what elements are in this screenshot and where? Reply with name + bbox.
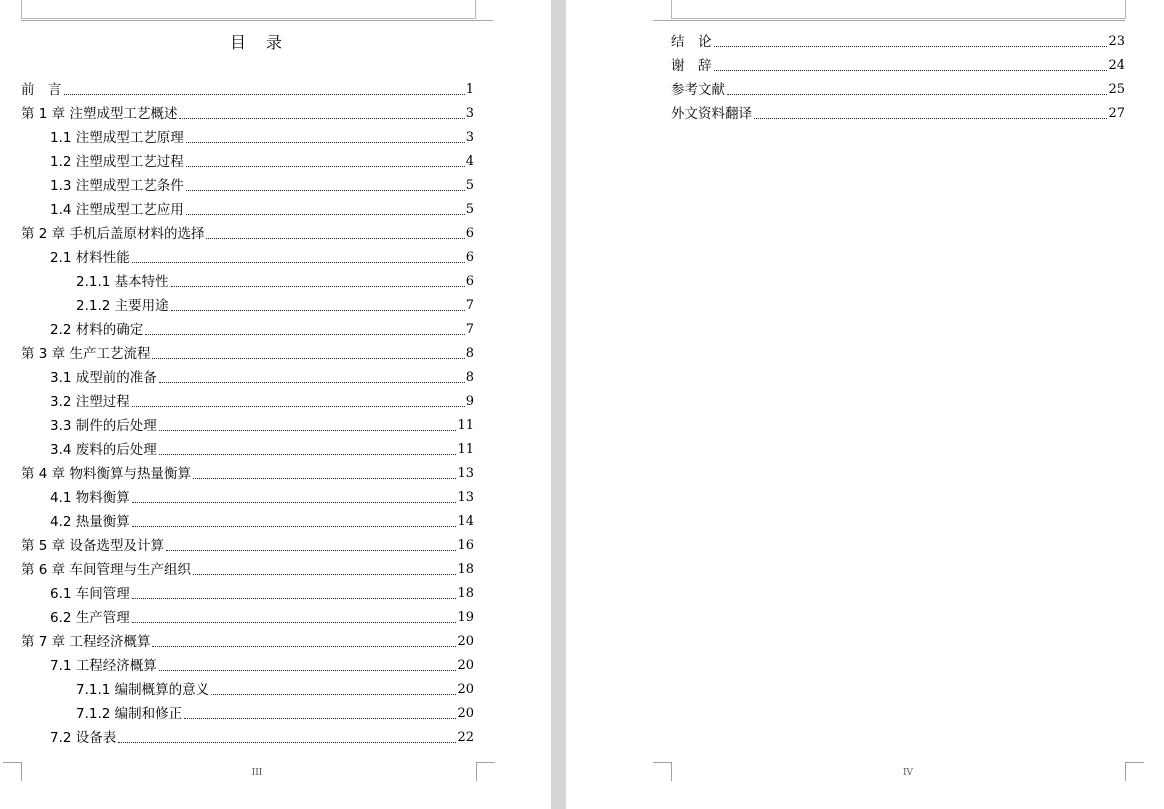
toc-leader-dots [186,141,465,143]
toc-leader-dots [166,549,456,551]
toc-entry[interactable] [21,536,474,556]
toc-entry-page-number: 20 [457,658,474,673]
toc-entry[interactable] [50,392,474,412]
footer-corner-mark [476,762,495,781]
toc-entry[interactable] [21,464,474,484]
toc-entry-label: 1.4 注塑成型工艺应用 [50,202,184,218]
footer-corner-mark [3,762,22,781]
toc-entry[interactable] [671,56,1125,76]
toc-entry-page-number: 18 [457,562,474,577]
toc-entry-label: 第 1 章 注塑成型工艺概述 [21,106,178,122]
toc-title-char: 目 [229,33,248,52]
toc-leader-dots [132,597,457,599]
toc-leader-dots [171,309,465,311]
toc-entry-label: 1.1 注塑成型工艺原理 [50,130,184,146]
toc-leader-dots [132,501,457,503]
toc-leader-dots [714,45,1108,47]
toc-entry-label: 第 4 章 物料衡算与热量衡算 [21,466,191,482]
page-number: IV [902,768,914,778]
toc-entry-label: 外文资料翻译 [671,106,752,122]
toc-entry-label: 2.1.1 基本特性 [76,274,169,290]
toc-entry-label: 第 5 章 设备选型及计算 [21,538,164,554]
toc-entry-page-number: 20 [457,706,474,721]
toc-entry-page-number: 11 [457,418,474,433]
toc-leader-dots [714,69,1108,71]
document-page-left [0,0,551,809]
toc-entry[interactable] [76,704,474,724]
toc-entry-label: 2.2 材料的确定 [50,322,144,338]
toc-entry-page-number: 8 [465,370,474,385]
header-rule [21,20,493,21]
footer-corner-mark [653,762,672,781]
toc-entry[interactable] [50,320,474,340]
toc-entry-page-number: 14 [457,514,474,529]
toc-entry[interactable] [50,656,474,676]
toc-entry-page-number: 6 [465,274,474,289]
toc-entry-page-number: 23 [1108,34,1125,49]
toc-leader-dots [152,645,456,647]
toc-entry[interactable] [50,512,474,532]
toc-entry-label: 6.2 生产管理 [50,610,130,626]
toc-leader-dots [159,381,465,383]
toc-entry-label: 第 2 章 手机后盖原材料的选择 [21,226,205,242]
toc-entry-page-number: 1 [465,82,474,97]
toc-entry-page-number: 18 [457,586,474,601]
page-gutter [551,0,566,809]
toc-entry-page-number: 7 [465,298,474,313]
page-number: III [251,768,263,778]
toc-entry[interactable] [21,80,474,100]
toc-entry[interactable] [50,728,474,748]
document-page-right [566,0,1164,809]
header-margin-box [671,0,1126,19]
toc-entry-label: 1.3 注塑成型工艺条件 [50,178,184,194]
toc-title-char: 录 [266,33,285,52]
toc-entry-page-number: 13 [457,490,474,505]
toc-entry[interactable] [21,104,474,124]
toc-entry[interactable] [671,104,1125,124]
toc-entry[interactable] [21,560,474,580]
toc-entry-label: 参考文献 [671,82,725,98]
toc-leader-dots [152,357,464,359]
toc-entry-page-number: 7 [465,322,474,337]
header-rule [653,20,1125,21]
toc-entry-label: 4.2 热量衡算 [50,514,130,530]
toc-entry-label: 7.1 工程经济概算 [50,658,157,674]
toc-leader-dots [64,93,465,95]
toc-entry[interactable] [50,152,474,172]
toc-entry-label: 3.3 制件的后处理 [50,418,157,434]
toc-entry-page-number: 20 [457,634,474,649]
toc-entry[interactable] [21,344,474,364]
toc-entry-label: 谢 辞 [671,58,712,74]
toc-entry-label: 3.2 注塑过程 [50,394,130,410]
toc-entry[interactable] [671,32,1125,52]
toc-entry-page-number: 4 [465,154,474,169]
toc-entry-page-number: 13 [457,466,474,481]
toc-leader-dots [159,429,457,431]
toc-entry[interactable] [50,200,474,220]
toc-entry[interactable] [76,680,474,700]
toc-leader-dots [145,333,464,335]
toc-entry-page-number: 9 [465,394,474,409]
toc-entry-label: 4.1 物料衡算 [50,490,130,506]
toc-leader-dots [184,717,456,719]
toc-leader-dots [118,741,456,743]
toc-entry[interactable] [50,488,474,508]
toc-entry[interactable] [50,176,474,196]
toc-leader-dots [206,237,464,239]
toc-entry-page-number: 6 [465,226,474,241]
toc-entry-page-number: 19 [457,610,474,625]
toc-entry-page-number: 27 [1108,106,1125,121]
toc-entry-label: 3.4 废料的后处理 [50,442,157,458]
toc-entry-page-number: 8 [465,346,474,361]
header-margin-box [21,0,476,19]
toc-leader-dots [179,117,464,119]
toc-entry-label: 3.1 成型前的准备 [50,370,157,386]
toc-title [0,30,514,53]
toc-entry[interactable] [50,440,474,460]
toc-entry[interactable] [21,224,474,244]
toc-entry-page-number: 6 [465,250,474,265]
toc-entry-label: 7.2 设备表 [50,730,117,746]
toc-leader-dots [132,621,457,623]
toc-entry[interactable] [50,128,474,148]
toc-entry-page-number: 25 [1108,82,1125,97]
toc-entry-page-number: 11 [457,442,474,457]
toc-entry-label: 2.1 材料性能 [50,250,130,266]
toc-entry-label: 7.1.2 编制和修正 [76,706,183,722]
toc-entry[interactable] [50,368,474,388]
toc-leader-dots [193,477,456,479]
toc-entry[interactable] [50,608,474,628]
toc-leader-dots [132,525,457,527]
toc-entry-page-number: 16 [457,538,474,553]
toc-leader-dots [727,93,1107,95]
toc-entry[interactable] [671,80,1125,100]
toc-entry[interactable] [21,632,474,652]
toc-entry-label: 7.1.1 编制概算的意义 [76,682,210,698]
toc-leader-dots [186,165,465,167]
footer-corner-mark [1125,762,1144,781]
toc-leader-dots [211,693,456,695]
toc-entry-label: 第 3 章 生产工艺流程 [21,346,151,362]
toc-leader-dots [171,285,465,287]
toc-leader-dots [186,213,465,215]
toc-entry-label: 结 论 [671,34,712,50]
toc-entry-page-number: 5 [465,202,474,217]
toc-leader-dots [159,669,457,671]
toc-entry-page-number: 3 [465,106,474,121]
toc-entry[interactable] [76,272,474,292]
toc-entry-label: 前 言 [21,82,62,98]
toc-entry-page-number: 22 [457,730,474,745]
toc-entry-page-number: 24 [1108,58,1125,73]
toc-leader-dots [159,453,457,455]
toc-entry-page-number: 3 [465,130,474,145]
toc-entry[interactable] [76,296,474,316]
toc-leader-dots [193,573,456,575]
toc-entry-page-number: 5 [465,178,474,193]
toc-entry[interactable] [50,584,474,604]
toc-leader-dots [132,261,465,263]
toc-entry-page-number: 20 [457,682,474,697]
toc-entry-label: 6.1 车间管理 [50,586,130,602]
toc-entry-label: 1.2 注塑成型工艺过程 [50,154,184,170]
toc-entry-label: 第 7 章 工程经济概算 [21,634,151,650]
toc-entry[interactable] [50,416,474,436]
toc-entry-label: 第 6 章 车间管理与生产组织 [21,562,191,578]
toc-leader-dots [754,117,1107,119]
toc-leader-dots [132,405,465,407]
toc-leader-dots [186,189,465,191]
toc-entry[interactable] [50,248,474,268]
toc-entry-label: 2.1.2 主要用途 [76,298,169,314]
